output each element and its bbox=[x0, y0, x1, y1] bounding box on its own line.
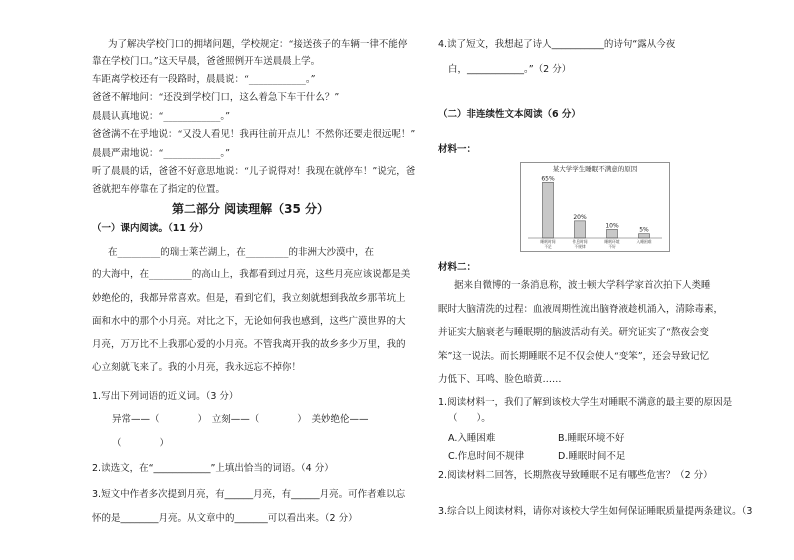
chart-category-label: 不好 bbox=[608, 244, 616, 249]
option-c: C.作息时间不规律 bbox=[448, 451, 525, 462]
question-4: 4.读了短文，我想起了诗人___________的诗句“露从今夜 bbox=[438, 39, 676, 50]
story-line: 爸就把车停靠在了指定的位置。 bbox=[92, 184, 226, 195]
option-d: D.睡眠时间不足 bbox=[558, 451, 626, 462]
option-b: B.睡眠环境不好 bbox=[558, 433, 625, 444]
chart-title: 某大学学生睡眠不满意的原因 bbox=[552, 165, 638, 173]
chart-value-label: 20% bbox=[573, 213, 587, 221]
question-1-paren: （ ）。 bbox=[448, 413, 491, 424]
chart-category-label: 作息时间 bbox=[572, 239, 588, 244]
section-heading: （一）课内阅读。（11 分） bbox=[92, 223, 209, 234]
material-2-line: 笨”这一说法。而长期睡眠不足不仅会使人“变笨”，还会导致记忆 bbox=[438, 351, 710, 362]
passage-line: 面和水中的那个小月亮。对比之下，无论如何我也感到，这些广漠世界的大 bbox=[92, 316, 406, 327]
story-line: 听了晨晨的话，爸爸不好意思地说：“儿子说得对！我现在就停车！”说完，爸 bbox=[92, 166, 416, 177]
passage-line: 月亮，万万比不上我那心爱的小月亮。不管我离开我的故乡多少万里，我的 bbox=[92, 339, 406, 350]
story-line: 为了解决学校门口的拥堵问题，学校规定：“接送孩子的车辆一律不能停 bbox=[108, 39, 408, 50]
material-2-line: 力低下、耳鸣、脸色暗黄…… bbox=[438, 374, 562, 385]
chart-bar bbox=[543, 182, 554, 238]
chart-value-label: 65% bbox=[541, 175, 555, 183]
material-1-label: 材料一： bbox=[438, 144, 477, 155]
chart-bar bbox=[639, 234, 650, 238]
chart-category-label: 入睡困难 bbox=[636, 239, 652, 244]
question-3: 3.短文中作者多次提到月亮，有______月亮，有______月亮。可作者难以忘 bbox=[92, 489, 406, 500]
chart-category-label: 不足 bbox=[544, 244, 552, 249]
chart-category-label: 不规律 bbox=[574, 244, 586, 249]
passage-line: 妙绝伦的，我都异常喜欢。但是，看到它们，我立刻就想到我故乡那苇坑上 bbox=[92, 293, 406, 304]
question-4-cont: 白，____________。”（2 分） bbox=[448, 64, 572, 75]
material-2-line: 据来自微博的一条消息称，波士顿大学科学家首次拍下人类睡 bbox=[454, 280, 711, 291]
chart-value-label: 10% bbox=[605, 222, 619, 230]
question-3-cont: 怀的是________月亮。从文章中的_______可以看出来。（2 分） bbox=[92, 513, 358, 524]
chart-bar bbox=[575, 221, 586, 238]
question-1: 1.阅读材料一，我们了解到该校大学生对睡眠不满意的最主要的原因是 bbox=[438, 397, 733, 408]
question-3: 3.综合以上阅读材料，请你对该校大学生如何保证睡眠质量提两条建议。（3 bbox=[438, 506, 753, 517]
chart-value-label: 5% bbox=[639, 226, 649, 234]
story-line: 车距离学校还有一段路时，晨晨说：“____________。” bbox=[92, 74, 316, 85]
question-2: 2.阅读材料二回答，长期熬夜导致睡眠不足有哪些危害？（2 分） bbox=[438, 470, 713, 481]
material-2-line: 眠时大脑清洗的过程：血液周期性流出脑脊液趁机涌入，清除毒素， bbox=[438, 304, 724, 315]
passage-line: 心立刻就飞来了。我的小月亮，我永远忘不掉你！ bbox=[92, 362, 302, 373]
chart-category-label: 睡眠时间 bbox=[540, 239, 556, 244]
material-2-label: 材料二： bbox=[438, 262, 477, 273]
story-line: 靠在学校门口。”这天早晨，爸爸照例开车送晨晨上学。 bbox=[92, 56, 321, 67]
chart-category-label: 睡眠环境 bbox=[604, 239, 620, 244]
material-2-line: 并证实大脑衰老与睡眠期的脑波活动有关。研究证实了“熬夜会变 bbox=[438, 327, 709, 338]
option-a: A.入睡困难 bbox=[448, 433, 496, 444]
chart-bar bbox=[607, 229, 618, 238]
story-line: 爸爸不解地问：“还没到学校门口，这么着急下车干什么？” bbox=[92, 92, 340, 103]
question-1: 1.写出下列词语的近义词。（3 分） bbox=[92, 391, 239, 402]
sleep-chart bbox=[520, 162, 670, 252]
story-line: 晨晨严肃地说：“____________。” bbox=[92, 148, 230, 159]
story-line: 爸爸满不在乎地说：“又没人看见！我再往前开点儿！不然你还要走很远呢！” bbox=[92, 129, 416, 140]
section-heading: （二）非连续性文本阅读（6 分） bbox=[438, 109, 581, 120]
passage-line: 在_________的瑞士莱芒湖上，在_________的非洲大沙漠中，在 bbox=[108, 247, 375, 258]
question-2: 2.读选文，在“____________”上填出恰当的词语。（4 分） bbox=[92, 463, 334, 474]
synonym-last-blank: （ ） bbox=[112, 438, 170, 449]
story-line: 晨晨认真地说：“____________。” bbox=[92, 111, 230, 122]
part-title: 第二部分 阅读理解（35 分） bbox=[172, 202, 330, 216]
synonym-words: 异常——（ ） 立刻——（ ） 美妙绝伦—— bbox=[112, 414, 369, 425]
passage-line: 的大海中，在_________的高山上，我都看到过月亮，这些月亮应该说都是美 bbox=[92, 269, 411, 280]
